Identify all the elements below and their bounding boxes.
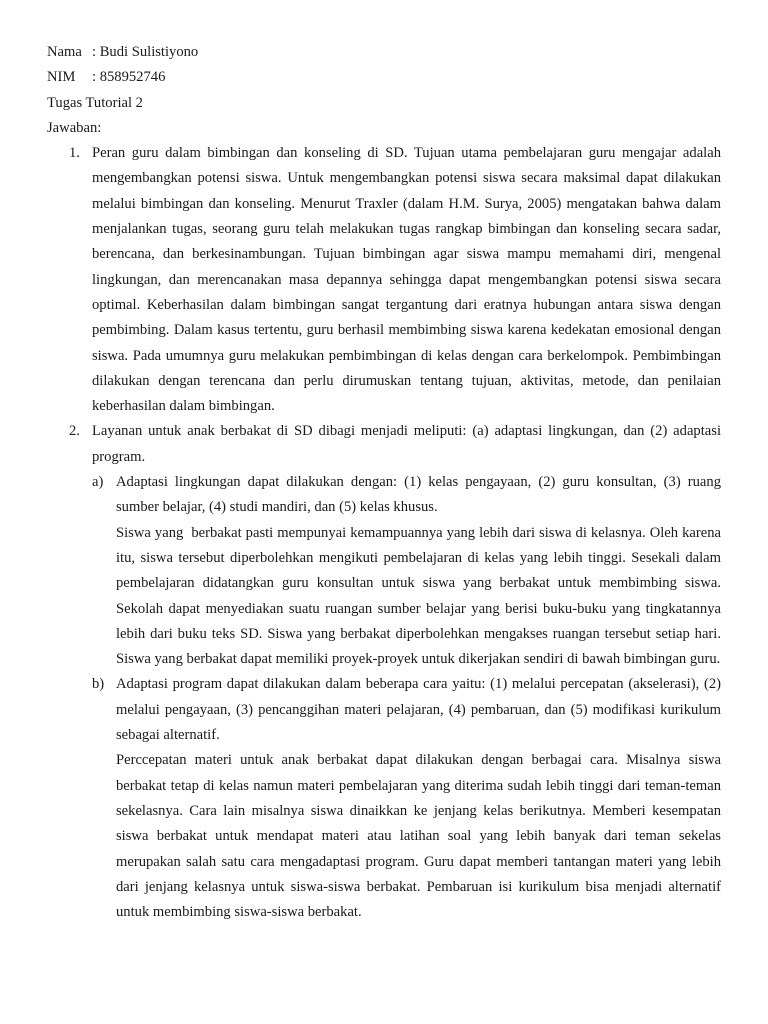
document-page: [47, 40, 725, 925]
nim-label: NIM: [47, 69, 76, 86]
subitem-a: [92, 470, 725, 672]
subitem-letter: b): [92, 676, 105, 693]
subitem-detail: Siswa yang berbakat pasti mempunyai kemampuannya yang lebih dari siswa di kelasnya. Oleh karena itu, siswa tersebut diperbolehkan mengikuti pembelajaran di kelas yang lebih tinggi. Sesekali dalam pembelajaran didatangkan guru konsultan untuk siswa yang berbakat untuk membimbing siswa. Sekolah dapat menyediakan suatu ruangan sumber belajar yang berisi buku-buku yang tingkatannya lebih dari buku teks SD. Siswa yang berbakat diperbolehkan mengakses ruangan tersebut setiap hari. Siswa yang berbakat dapat memiliki proyek-proyek untuk dikerjakan sendiri di bawah bimbingan guru.: [116, 524, 725, 668]
subitem-text: Adaptasi program dapat dilakukan dalam beberapa cara yaitu: (1) melalui percepatan (akselerasi), (2) melalui pengayaan, (3) pencanggihan materi pelajaran, (4) pembaruan, dan (5) modifikasi kurikulum sebagai alternatif.: [116, 676, 721, 744]
nim-value: : 858952746: [92, 69, 166, 86]
subitem-letter: a): [92, 474, 104, 491]
name-value: : Budi Sulistiyono: [92, 44, 199, 60]
nim-line: [47, 65, 721, 90]
name-line: [47, 40, 721, 65]
answer-text: Peran guru dalam bimbingan dan konseling di SD. Tujuan utama pembelajaran guru mengajar adalah mengembangkan potensi siswa. Untuk mengembangkan potensi siswa secara maksimal dapat dilakukan melalui bimbingan dan konseling. Menurut Traxler (dalam H.M. Surya, 2005) mengatakan bahwa dalam menjalankan tugas, seorang guru telah melakukan tugas rangkap bimbingan dan konseling secara sadar, berencana, dan berkesinambungan. Tujuan bimbingan agar siswa mampu memahami diri, mengenal lingkungan, dan merencanakan masa depannya sehingga dapat mengembangkan potensi siswa secara optimal. Keberhasilan dalam bimbingan sangat tergantung dari eratnya hubungan antara siswa dengan pembimbing. Dalam kasus tertentu, guru berhasil membimbing siswa karena kedekatan emosional dengan siswa. Pada umumnya guru melakukan pembimbingan di kelas dengan cara berkelompok. Pembimbingan dilakukan dengan terencana dan perlu dirumuskan tentang tujuan, aktivitas, metode, dan penilaian keberhasilan dalam bimbingan.: [92, 145, 721, 415]
answers-label: Jawaban:: [47, 119, 102, 136]
answer-number: 2.: [69, 423, 80, 440]
answer-item-1: [47, 141, 721, 419]
answer-number: 1.: [69, 145, 80, 162]
name-label: Nama: [47, 44, 82, 60]
subitem-detail: Perccepatan materi untuk anak berbakat dapat dilakukan dengan berbagai cara. Misalnya siswa berbakat tetap di kelas namun materi pembelajaran yang diterima sudah lebih tinggi dari teman-teman sekelasnya. Cara lain misalnya siswa dinaikkan ke jenjang kelas berikutnya. Memberi kesempatan siswa berbakat untuk mendapat materi atau latihan soal yang lebih banyak dari teman sekelas merupakan salah satu cara mengadaptasi program. Guru dapat memberi tantangan materi yang lebih dari jenjang kelasnya untuk siswa-siswa berbakat. Pembaruan isi kurikulum bisa menjadi alternatif untuk membimbing siswa-siswa berbakat.: [116, 752, 721, 921]
assignment-title: Tugas Tutorial 2: [47, 94, 143, 111]
subitem-text: Adaptasi lingkungan dapat dilakukan dengan: (1) kelas pengayaan, (2) guru konsultan, (3) ruang sumber belajar, (4) studi mandiri, dan (5) kelas khusus.: [116, 474, 721, 516]
subitem-b: [92, 672, 721, 925]
answer-text: Layanan untuk anak berbakat di SD dibagi menjadi meliputi: (a) adaptasi lingkungan, dan (2) adaptasi program.: [92, 423, 721, 465]
answer-item-2: [47, 419, 725, 925]
